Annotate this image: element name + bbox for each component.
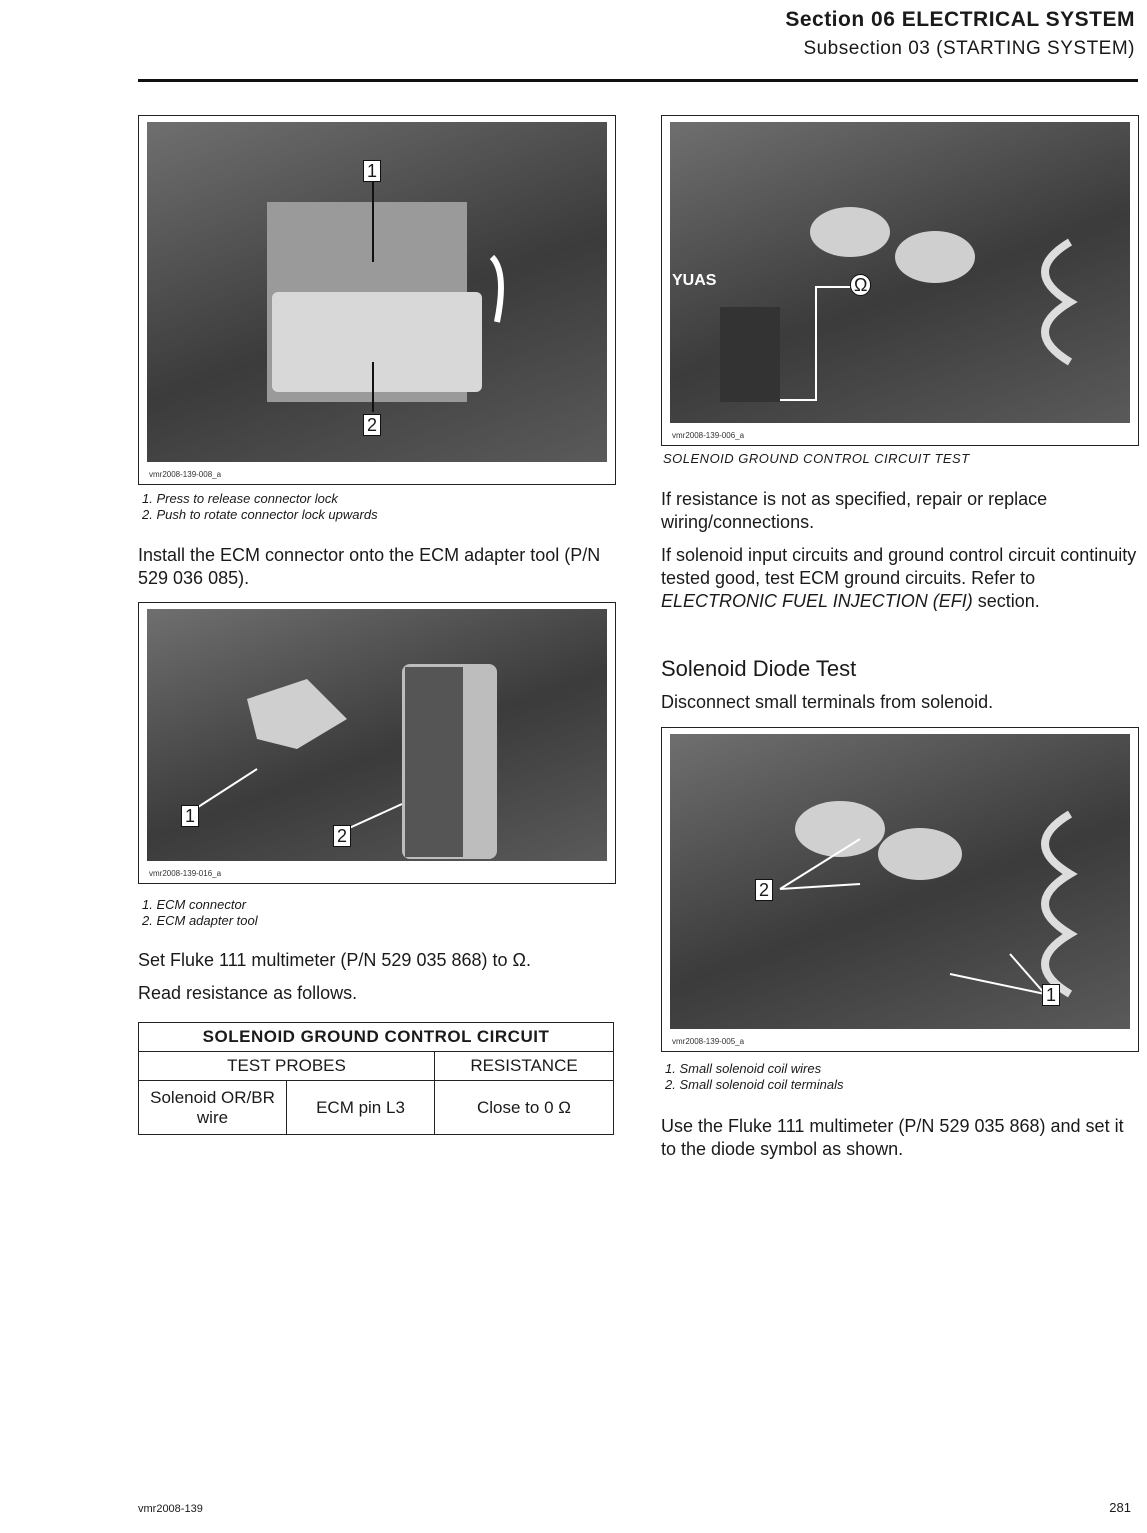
figure-code: vmr2008-139-016_a — [149, 869, 222, 878]
paragraph-diode-setting: Use the Fluke 111 multimeter (P/N 529 035 868) and set it to the diode symbol as shown. — [661, 1116, 1124, 1159]
caption-2: 2. Small solenoid coil terminals — [665, 1077, 844, 1092]
battery-label: YUAS — [672, 272, 717, 289]
figure-title: SOLENOID GROUND CONTROL CIRCUIT TEST — [663, 451, 970, 466]
footer-code: vmr2008-139 — [138, 1503, 203, 1515]
resistance-value: Close to 0 Ω — [435, 1081, 614, 1135]
photo-ground-circuit-test — [670, 122, 1130, 423]
probe-ecm-pin: ECM pin L3 — [287, 1081, 435, 1135]
paragraph-continuity-text: If solenoid input circuits and ground control circuit continuity tested good, test ECM ground circuits. Refer to — [661, 545, 1137, 588]
callout-2: 2 — [363, 414, 381, 436]
header-resistance: RESISTANCE — [435, 1052, 614, 1081]
figure-ground-circuit-test — [661, 115, 1139, 446]
paragraph-continuity-tail: section. — [972, 591, 1040, 611]
caption-1: 1. Small solenoid coil wires — [665, 1061, 822, 1076]
figure-code: vmr2008-139-006_a — [672, 431, 745, 440]
photo-connector-lock — [147, 122, 607, 462]
callout-ohm: Ω — [850, 274, 871, 296]
subsection-title: Subsection 03 (STARTING SYSTEM) — [803, 38, 1135, 59]
figure-solenoid-terminals — [661, 727, 1139, 1052]
paragraph-continuity — [661, 544, 1139, 613]
caption-2: 2. Push to rotate connector lock upwards — [142, 507, 378, 522]
callout-1: 1 — [363, 160, 381, 182]
paragraph-read-resistance: Read resistance as follows. — [138, 983, 358, 1003]
callout-2: 2 — [333, 825, 351, 847]
figure-connector-lock — [138, 115, 616, 485]
caption-1: 1. Press to release connector lock — [142, 491, 338, 506]
header-test-probes: TEST PROBES — [139, 1052, 435, 1081]
resistance-table — [138, 1022, 614, 1135]
page-number: 281 — [1109, 1500, 1131, 1515]
section-title: Section 06 ELECTRICAL SYSTEM — [785, 8, 1135, 31]
figure-code: vmr2008-139-008_a — [149, 470, 222, 479]
photo-ecm-connector — [147, 609, 607, 861]
caption-1: 1. ECM connector — [142, 897, 247, 912]
callout-2: 2 — [755, 879, 773, 901]
header-rule — [138, 79, 1138, 82]
caption-2: 2. ECM adapter tool — [142, 913, 258, 928]
section-heading: Solenoid Diode Test — [661, 656, 857, 681]
section-reference: ELECTRONIC FUEL INJECTION (EFI) — [661, 591, 973, 611]
paragraph-set-multimeter: Set Fluke 111 multimeter (P/N 529 035 868) to Ω. — [138, 950, 531, 970]
figure-code: vmr2008-139-005_a — [672, 1037, 745, 1046]
paragraph-disconnect: Disconnect small terminals from solenoid. — [661, 692, 994, 712]
probe-solenoid-wire: Solenoid OR/BR wire — [139, 1081, 287, 1135]
paragraph-install: Install the ECM connector onto the ECM adapter tool (P/N 529 036 085). — [138, 545, 601, 588]
table-title: SOLENOID GROUND CONTROL CIRCUIT — [139, 1023, 614, 1052]
figure-ecm-connector — [138, 602, 616, 884]
photo-solenoid-terminals — [670, 734, 1130, 1029]
callout-1: 1 — [181, 805, 199, 827]
callout-1: 1 — [1042, 984, 1060, 1006]
paragraph-not-specified: If resistance is not as specified, repair or replace wiring/connections. — [661, 489, 1048, 532]
